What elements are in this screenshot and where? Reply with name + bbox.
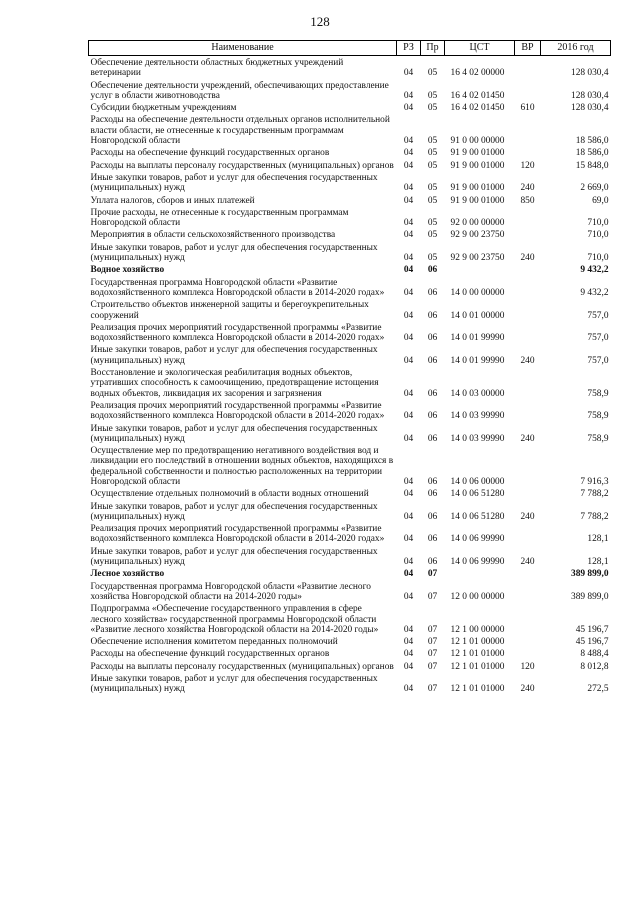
row-pr: 06 [427,287,438,298]
row-rz: 04 [403,649,414,660]
table-row [89,79,611,102]
row-pr: 07 [427,661,438,672]
row-rz: 04 [403,433,414,444]
row-name: Государственная программа Новгородской области «Развитие лесного хозяйства Новгородской области на 2014-2020 годы» [90,581,371,602]
row-name: Иные закупки товаров, работ и услуг для обеспечения государственных (муниципальных) нужд [90,423,378,444]
row-sum: 9 432,2 [580,265,609,276]
row-rz: 04 [403,90,414,101]
row-name: Государственная программа Новгородской области «Развитие водохозяйственного комплекса Новгородской области в 2014-2020 годах» [90,277,385,298]
table-row [89,171,611,194]
row-vr [515,146,541,158]
row-rz: 04 [403,183,414,194]
table-row [89,298,611,321]
row-name: Иные закупки товаров, работ и услуг для обеспечения государственных (муниципальных) нужд [90,546,378,568]
row-pr: 05 [427,148,438,159]
row-name: Субсидии бюджетным учреждениям [90,103,237,114]
table-header-row [89,41,611,56]
row-sum: 758,9 [587,411,609,422]
row-cst [445,567,515,579]
header-pr: Пр [421,41,445,56]
row-sum: 757,0 [587,310,609,321]
row-sum: 69,0 [592,195,609,206]
row-cst: 92 0 00 00000 [450,218,505,229]
row-pr: 06 [427,355,438,366]
row-cst: 16 4 02 00000 [450,68,505,79]
table-row [89,241,611,264]
table-row [89,444,611,487]
row-cst: 12 0 00 00000 [450,591,505,602]
row-sum: 2 669,0 [580,183,609,194]
row-sum: 758,9 [587,433,609,444]
row-rz: 04 [403,68,414,79]
row-sum: 8 488,4 [580,649,609,660]
table-row [89,146,611,158]
row-pr: 06 [427,310,438,321]
row-sum: 272,5 [587,684,609,695]
row-cst: 14 0 00 00000 [450,287,505,298]
row-sum: 128 030,4 [571,68,609,79]
row-rz: 04 [403,160,414,171]
row-cst: 92 9 00 23750 [450,253,505,264]
row-cst: 14 0 03 00000 [450,388,505,399]
row-sum: 389 899,0 [571,569,609,580]
row-sum: 45 196,7 [575,624,609,635]
row-sum: 710,0 [587,218,609,229]
section-row [89,567,611,579]
row-cst: 14 0 06 51280 [450,511,505,522]
row-sum: 389 899,0 [571,591,609,602]
row-rz: 04 [403,388,414,399]
row-vr: 240 [520,511,535,522]
row-cst: 14 0 01 99990 [450,355,505,366]
row-vr [515,113,541,146]
row-name: Реализация прочих мероприятий государственной программы «Развитие водохозяйственного комплекса Новгородской области в 2014-2020 годах» [90,322,385,344]
row-pr: 05 [427,68,438,79]
row-vr [515,298,541,321]
row-pr: 05 [427,195,438,206]
row-name: Иные закупки товаров, работ и услуг для обеспечения государственных (муниципальных) нужд [90,501,378,522]
row-sum: 7 788,2 [580,511,609,522]
row-rz: 04 [403,476,414,487]
row-name: Расходы на выплаты персоналу государственных (муниципальных) органов [90,661,394,672]
row-sum: 128 030,4 [571,90,609,101]
row-vr [515,56,541,79]
table-row [89,522,611,545]
row-sum: 18 586,0 [575,148,609,159]
row-name: Осуществление отдельных полномочий в области водных отношений [90,489,369,500]
row-pr: 07 [427,637,438,648]
row-rz: 04 [403,489,414,500]
row-vr [515,647,541,659]
row-rz: 04 [403,591,414,602]
row-pr: 06 [427,489,438,500]
table-row [89,321,611,344]
row-pr: 05 [427,218,438,229]
row-rz: 04 [403,287,414,298]
row-rz: 04 [403,310,414,321]
row-cst: 91 0 00 00000 [450,136,505,147]
table-row [89,101,611,113]
row-cst: 91 9 00 01000 [450,148,505,159]
row-rz: 04 [403,253,414,264]
row-rz: 04 [403,534,414,545]
row-pr: 06 [427,476,438,487]
row-vr [515,321,541,344]
row-sum: 710,0 [587,253,609,264]
row-vr [515,487,541,499]
row-rz: 04 [403,230,414,241]
row-pr: 06 [427,511,438,522]
row-pr: 07 [427,569,438,580]
row-vr: 240 [520,557,535,568]
row-rz: 04 [403,333,414,344]
row-cst: 91 9 00 01000 [450,160,505,171]
page-number: 128 [310,14,330,29]
row-rz: 04 [403,136,414,147]
row-vr [515,79,541,102]
row-cst: 14 0 01 99990 [450,333,505,344]
row-pr: 07 [427,649,438,660]
row-cst: 14 0 06 99990 [450,534,505,545]
row-vr [515,580,541,603]
row-cst: 14 0 06 00000 [450,476,505,487]
row-cst: 12 1 00 00000 [450,624,505,635]
row-sum: 9 432,2 [580,287,609,298]
row-pr: 05 [427,160,438,171]
row-rz: 04 [403,218,414,229]
row-name: Уплата налогов, сборов и иных платежей [90,195,255,206]
row-pr: 06 [427,557,438,568]
section-row [89,263,611,275]
header-rz: РЗ [397,41,421,56]
row-vr: 240 [520,253,535,264]
row-rz: 04 [403,411,414,422]
table-row [89,422,611,445]
row-name: Реализация прочих мероприятий государственной программы «Развитие водохозяйственного комплекса Новгородской области в 2014-2020 годах» [90,524,385,545]
row-pr: 06 [427,534,438,545]
row-cst [445,263,515,275]
row-sum: 7 788,2 [580,489,609,500]
row-name: Прочие расходы, не отнесенные к государственным программам Новгородской области [90,207,349,229]
row-name: Мероприятия в области сельскохозяйственного производства [90,230,336,241]
table-row [89,500,611,523]
row-vr [515,263,541,275]
row-cst: 16 4 02 01450 [450,90,505,101]
table-row [89,228,611,240]
row-name: Водное хозяйство [90,265,165,276]
table-row [89,660,611,672]
row-pr: 06 [427,388,438,399]
row-name: Расходы на выплаты персоналу государственных (муниципальных) органов [90,160,394,171]
row-sum: 757,0 [587,355,609,366]
row-sum: 128 030,4 [571,103,609,114]
table-row [89,602,611,635]
row-name: Иные закупки товаров, работ и услуг для обеспечения государственных (муниципальных) нужд [90,242,378,264]
row-vr [515,206,541,229]
table-row [89,194,611,206]
table-row [89,276,611,299]
header-year: 2016 год [541,41,611,56]
row-pr: 05 [427,230,438,241]
row-name: Реализация прочих мероприятий государственной программы «Развитие водохозяйственного комплекса Новгородской области в 2014-2020 годах» [90,400,385,422]
row-name: Расходы на обеспечение функций государственных органов [90,649,330,660]
table-row [89,366,611,399]
row-rz: 04 [403,557,414,568]
row-rz: 04 [403,148,414,159]
row-sum: 8 012,8 [580,661,609,672]
table-row [89,206,611,229]
row-rz: 04 [403,355,414,366]
row-pr: 07 [427,591,438,602]
row-rz: 04 [403,624,414,635]
row-cst: 14 0 06 99990 [450,557,505,568]
row-sum: 15 848,0 [575,160,609,171]
table-row [89,113,611,146]
row-pr: 06 [427,265,438,276]
row-rz: 04 [403,265,414,276]
row-name: Расходы на обеспечение деятельности отдельных органов исполнительной власти области, не отнесенные к государственным программам Новгородской области [90,115,390,147]
row-pr: 05 [427,90,438,101]
row-pr: 05 [427,136,438,147]
header-cst: ЦСТ [445,41,515,56]
row-sum: 128,1 [587,557,609,568]
header-name: Наименование [89,41,397,56]
row-sum: 710,0 [587,230,609,241]
row-vr [515,522,541,545]
row-vr [515,366,541,399]
row-cst: 92 9 00 23750 [450,230,505,241]
table-row [89,580,611,603]
row-vr [515,399,541,422]
row-name: Восстановление и экологическая реабилитация водных объектов, утративших способность к самоочищению, предотвращение истощения водных объектов, ликвидация их засорения и загрязнения [90,368,379,399]
row-sum: 18 586,0 [575,136,609,147]
row-vr: 240 [520,684,535,695]
row-name: Иные закупки товаров, работ и услуг для обеспечения государственных (муниципальных) нужд [90,172,378,194]
row-sum: 757,0 [587,333,609,344]
row-cst: 91 9 00 01000 [450,183,505,194]
row-rz: 04 [403,103,414,114]
row-cst: 14 0 06 51280 [450,489,505,500]
row-cst: 14 0 03 99990 [450,411,505,422]
row-vr [515,444,541,487]
row-rz: 04 [403,661,414,672]
row-cst: 12 1 01 01000 [450,661,505,672]
row-pr: 07 [427,684,438,695]
table-row [89,399,611,422]
row-vr: 120 [520,661,535,672]
row-rz: 04 [403,569,414,580]
row-cst: 12 1 01 01000 [450,684,505,695]
table-row [89,159,611,171]
row-name: Иные закупки товаров, работ и услуг для обеспечения государственных (муниципальных) нужд [90,674,378,695]
row-pr: 06 [427,333,438,344]
row-vr [515,635,541,647]
table-row [89,343,611,366]
row-name: Подпрограмма «Обеспечение государственного управления в сфере лесного хозяйства» государственной программы Новгородской области «Развитие лесного хозяйства Новгородской области на 2014-2020 годы» [90,604,379,635]
row-vr [515,228,541,240]
row-name: Обеспечение деятельности учреждений, обеспечивающих предоставление услуг в области животноводства [90,80,389,101]
row-cst: 16 4 02 01450 [450,103,505,114]
row-pr: 06 [427,411,438,422]
table-row [89,487,611,499]
row-pr: 05 [427,183,438,194]
row-vr: 120 [520,160,535,171]
budget-table [88,40,611,695]
row-cst: 12 1 01 00000 [450,637,505,648]
row-pr: 07 [427,624,438,635]
row-name: Обеспечение исполнения комитетом переданных полномочий [90,637,338,648]
row-name: Лесное хозяйство [90,569,165,580]
row-name: Иные закупки товаров, работ и услуг для обеспечения государственных (муниципальных) нужд [90,345,378,366]
row-pr: 05 [427,253,438,264]
table-row [89,56,611,79]
row-sum: 758,9 [587,388,609,399]
row-vr: 240 [520,355,535,366]
row-cst: 12 1 01 01000 [450,649,505,660]
row-cst: 14 0 01 00000 [450,310,505,321]
row-sum: 128,1 [587,534,609,545]
row-vr [515,567,541,579]
row-vr [515,602,541,635]
table-row [89,635,611,647]
row-vr: 850 [520,195,535,206]
row-name: Обеспечение деятельности областных бюджетных учреждений ветеринарии [90,58,344,79]
row-sum: 45 196,7 [575,637,609,648]
row-rz: 04 [403,511,414,522]
row-pr: 06 [427,433,438,444]
row-vr [515,276,541,299]
row-pr: 05 [427,103,438,114]
row-rz: 04 [403,637,414,648]
row-rz: 04 [403,195,414,206]
row-name: Строительство объектов инженерной защиты и берегоукрепительных сооружений [90,300,369,321]
table-row [89,672,611,695]
row-vr: 240 [520,183,535,194]
row-cst: 91 9 00 01000 [450,195,505,206]
row-name: Расходы на обеспечение функций государственных органов [90,148,330,159]
row-vr: 240 [520,433,535,444]
row-name: Осуществление мер по предотвращению негативного воздействия вод и ликвидации его последствий в отношении водных объектов, находящихся в федеральной собственности и полностью расположенных на территории Новгородской области [90,446,394,487]
row-rz: 04 [403,684,414,695]
header-vr: ВР [515,41,541,56]
row-sum: 7 916,3 [580,476,609,487]
table-row [89,545,611,568]
row-cst: 14 0 03 99990 [450,433,505,444]
row-vr: 610 [520,103,535,114]
table-row [89,647,611,659]
